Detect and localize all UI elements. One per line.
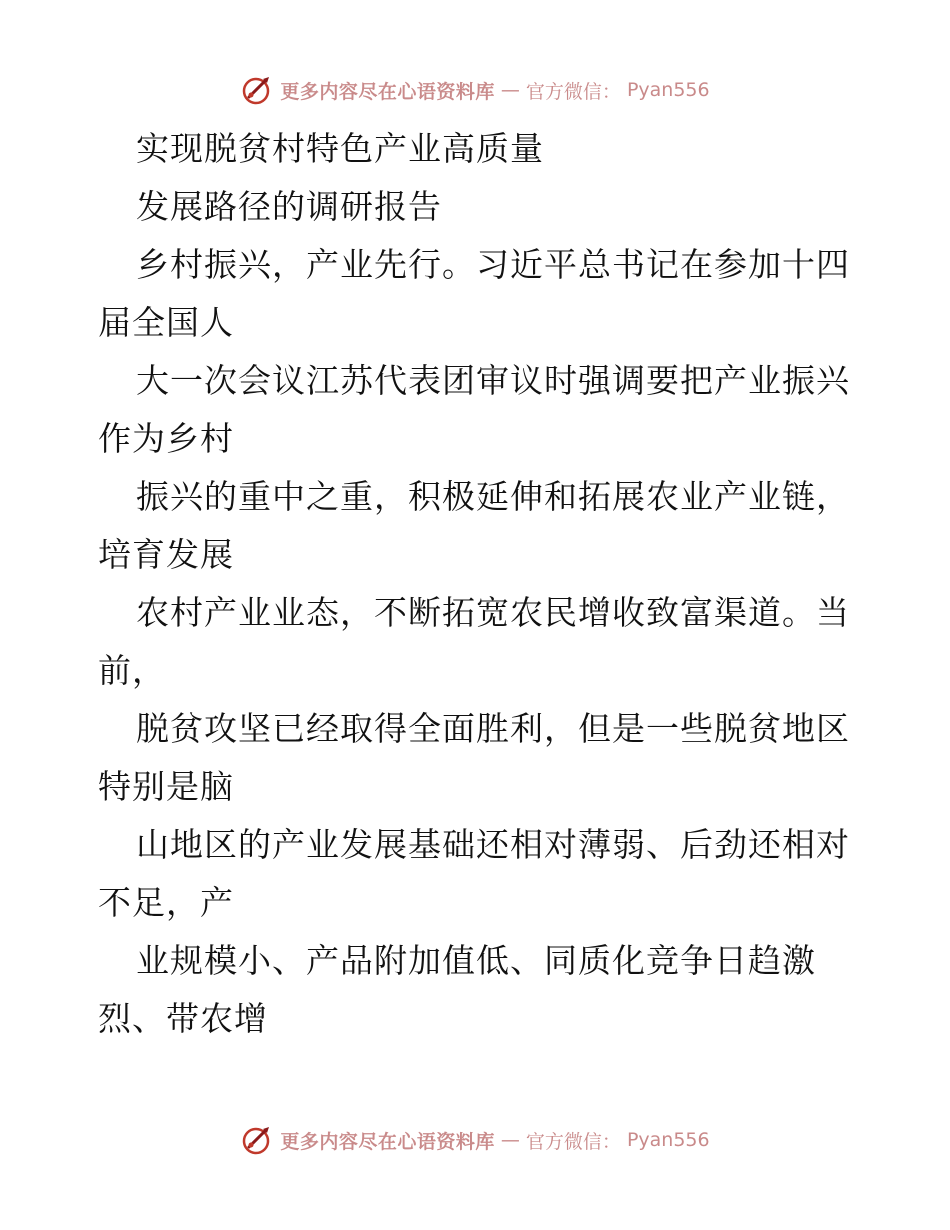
header-watermark <box>0 70 950 110</box>
paragraph-line: 山地区的产业发展基础还相对薄弱、后劲还相对 <box>136 825 850 864</box>
paragraph-line: 脱贫攻坚已经取得全面胜利，但是一些脱贫地区 <box>136 709 850 748</box>
document-body <box>98 120 858 1048</box>
footer-watermark <box>0 1120 950 1160</box>
watermark-separator: — <box>500 1129 520 1151</box>
watermark-contact-label: 官方微信： <box>525 80 621 103</box>
watermark-contact-id: Pyan556 <box>626 1129 710 1151</box>
title-line-1: 实现脱贫村特色产业高质量 <box>136 129 544 168</box>
paragraph-line: 培育发展 <box>98 535 234 574</box>
paragraph-line: 乡村振兴，产业先行。习近平总书记在参加十四 <box>136 245 850 284</box>
watermark-contact-label: 官方微信： <box>525 1130 621 1153</box>
title-line-2: 发展路径的调研报告 <box>136 187 442 226</box>
ink-pen-logo-icon <box>240 73 274 107</box>
watermark-text: 更多内容尽在心语资料库 <box>280 1130 495 1153</box>
paragraph-line: 不足，产 <box>98 883 234 922</box>
paragraph-line: 业规模小、产品附加值低、同质化竞争日趋激 <box>136 941 816 980</box>
paragraph-line: 大一次会议江苏代表团审议时强调要把产业振兴 <box>136 361 850 400</box>
watermark-contact-id: Pyan556 <box>626 79 710 101</box>
watermark-text: 更多内容尽在心语资料库 <box>280 80 495 103</box>
paragraph-line: 烈、带农增 <box>98 999 268 1038</box>
paragraph-line: 农村产业业态，不断拓宽农民增收致富渠道。当 <box>136 593 850 632</box>
paragraph-line: 作为乡村 <box>98 419 234 458</box>
paragraph-line: 特别是脑 <box>98 767 234 806</box>
ink-pen-logo-icon <box>240 1123 274 1157</box>
paragraph-line: 前， <box>98 651 166 690</box>
paragraph-line: 届全国人 <box>98 303 234 342</box>
watermark-separator: — <box>500 79 520 101</box>
paragraph-line: 振兴的重中之重，积极延伸和拓展农业产业链， <box>136 477 850 516</box>
